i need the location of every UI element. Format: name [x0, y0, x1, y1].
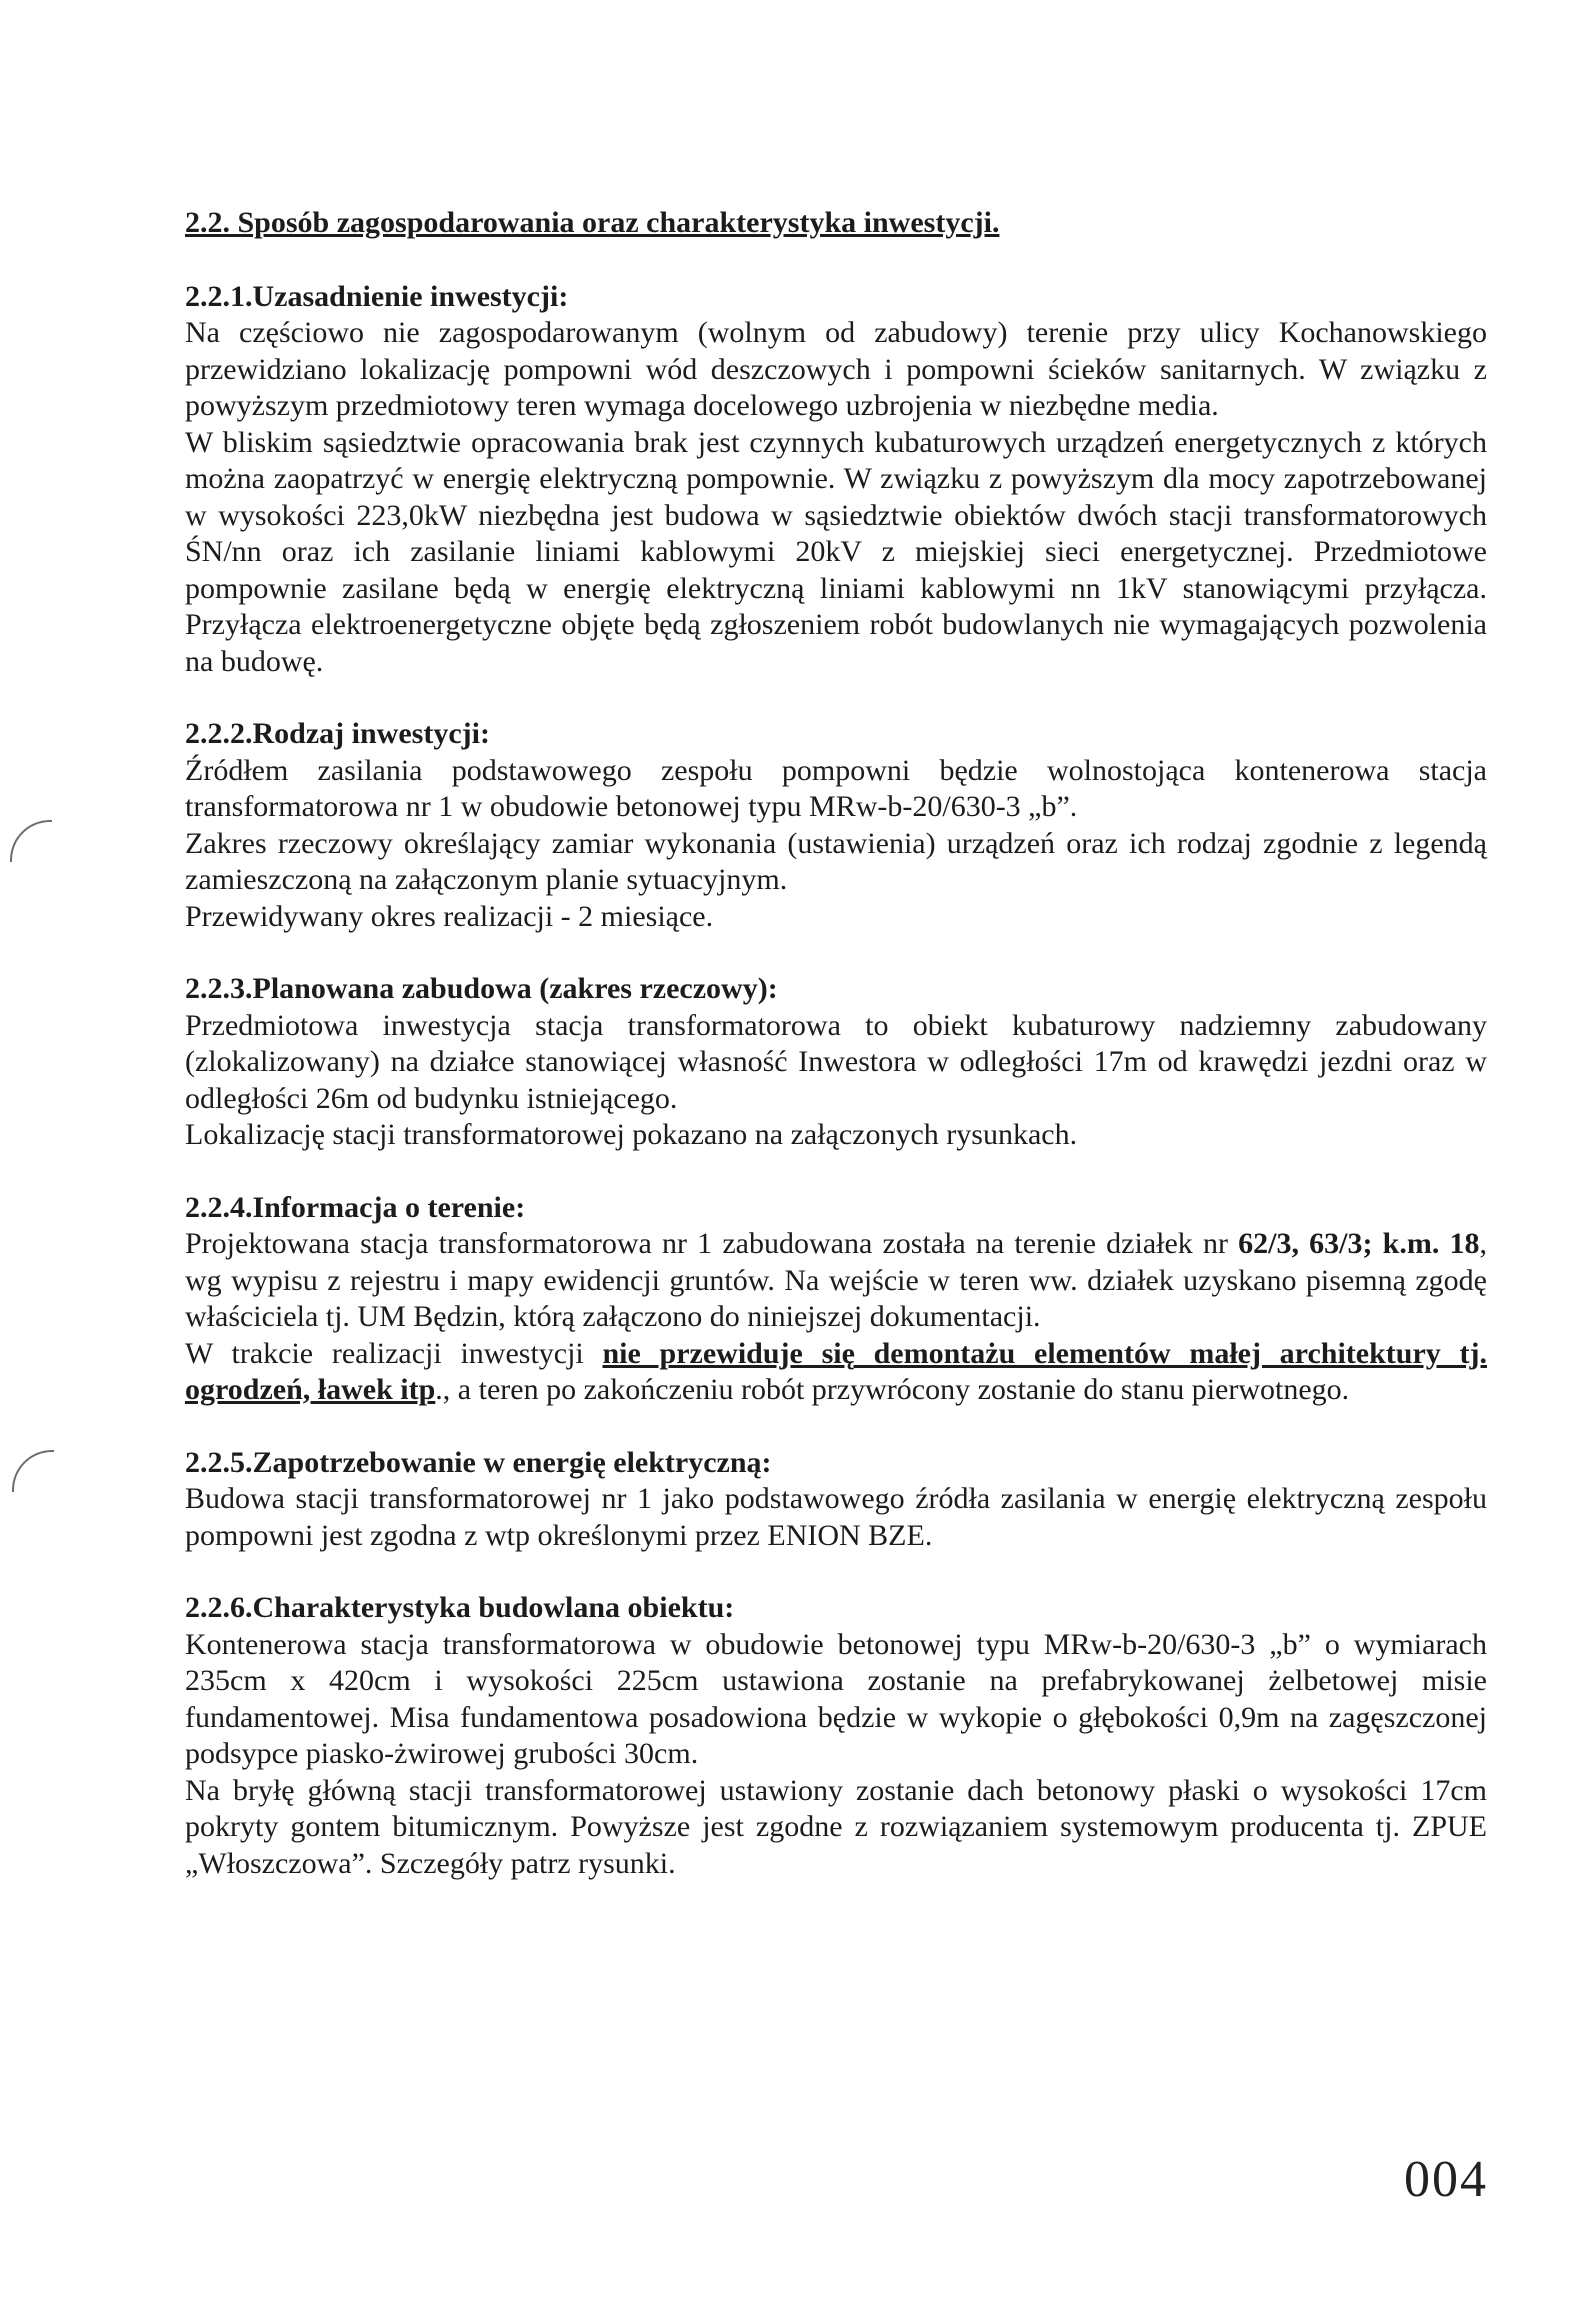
section-informacja-o-terenie: [185, 1190, 1487, 1409]
margin-scan-mark: [12, 1450, 54, 1492]
paragraph-text: W trakcie realizacji inwestycji: [185, 1336, 603, 1370]
paragraph: Przedmiotowa inwestycja stacja transformatorowa to obiekt kubaturowy nadziemny zabudowany (zlokalizowany) na działce stanowiącej własność Inwestora w odległości 17m od krawędzi jezdni oraz w odległości 26m od budynku istniejącego.: [185, 1008, 1487, 1115]
paragraph: Przewidywany okres realizacji - 2 miesiące.: [185, 899, 714, 933]
emphasized-text: nie przewiduje się demontażu elementów małej architektury tj. ogrodzeń, ławek itp: [185, 1336, 1487, 1406]
paragraph: Na bryłę główną stacji transformatorowej ustawiony zostanie dach betonowy płaski o wysokości 17cm pokryty gontem bitumicznym. Powyższe jest zgodne z rozwiązaniem systemowym producenta tj. ZPUE „Włoszczowa”. Szczegóły patrz rysunki.: [185, 1773, 1487, 1880]
section-planowana-zabudowa: [185, 971, 1487, 1154]
paragraph: [185, 1226, 1487, 1336]
document-title: 2.2. Sposób zagospodarowania oraz charakterystyka inwestycji.: [185, 206, 1000, 239]
paragraph: Zakres rzeczowy określający zamiar wykonania (ustawienia) urządzeń oraz ich rodzaj zgodnie z legendą zamieszczoną na załączonym planie sytuacyjnym.: [185, 826, 1487, 896]
paragraph: Lokalizację stacji transformatorowej pokazano na załączonych rysunkach.: [185, 1118, 1078, 1151]
paragraph: Na częściowo nie zagospodarowanym (wolnym od zabudowy) terenie przy ulicy Kochanowskiego przewidziano lokalizację pompowni wód deszczowych i pompowni ścieków sanitarnych. W związku z powyższym przedmiotowy teren wymaga docelowego uzbrojenia w niezbędne media.: [185, 316, 1487, 422]
paragraph-text: ., a teren po zakończeniu robót przywrócony zostanie do stanu pierwotnego.: [435, 1373, 1350, 1406]
section-heading: 2.2.3.Planowana zabudowa (zakres rzeczowy):: [185, 972, 778, 1005]
section-rodzaj: [185, 716, 1487, 935]
page-number: 004: [1404, 2151, 1488, 2208]
paragraph-text: , wg wypisu z rejestru i mapy ewidencji gruntów. Na wejście w teren ww. działek uzyskano pisemną zgodę właściciela tj. UM Będzin, którą załączono do niniejszej dokumentacji.: [185, 1227, 1487, 1333]
section-heading: 2.2.4.Informacja o terenie:: [185, 1190, 526, 1224]
section-heading: 2.2.5.Zapotrzebowanie w energię elektryczną:: [185, 1445, 772, 1479]
paragraph: W bliskim sąsiedztwie opracowania brak jest czynnych kubaturowych urządzeń energetycznych z których można zaopatrzyć w energię elektryczną pompownie. W związku z powyższym dla mocy zapotrzebowanej w wysokości 223,0kW niezbędna jest budowa w sąsiedztwie obiektów dwóch stacji transformatorowych ŚN/nn oraz ich zasilanie liniami kablowymi 20kV z miejskiej sieci energetycznej. Przedmiotowe pompownie zasilane będą w energię elektryczną liniami kablowymi nn 1kV stanowiącymi przyłącza. Przyłącza elektroenergetyczne objęte będą zgłoszeniem robót budowlanych nie wymagających pozwolenia na budowę.: [185, 425, 1487, 678]
section-heading: 2.2.1.Uzasadnienie inwestycji:: [185, 279, 569, 313]
section-heading: 2.2.2.Rodzaj inwestycji:: [185, 717, 490, 750]
section-heading: 2.2.6.Charakterystyka budowlana obiektu:: [185, 1591, 735, 1624]
section-uzasadnienie: [185, 279, 1487, 681]
section-zapotrzebowanie: [185, 1445, 1487, 1555]
paragraph: Kontenerowa stacja transformatorowa w obudowie betonowej typu MRw-b-20/630-3 „b” o wymiarach 235cm x 420cm i wysokości 225cm ustawiona zostanie na prefabrykowanej żelbetowej misie fundamentowej. Misa fundamentowa posadowiona będzie w wykopie o głębokości 0,9m na zagęszczonej podsypce piasko-żwirowej grubości 30cm.: [185, 1627, 1487, 1770]
margin-scan-mark: [10, 820, 52, 862]
paragraph: Budowa stacji transformatorowej nr 1 jako podstawowego źródła zasilania w energię elektryczną zespołu pompowni jest zgodna z wtp określonymi przez ENION BZE.: [185, 1482, 1487, 1552]
paragraph: [185, 1336, 1487, 1409]
paragraph: Źródłem zasilania podstawowego zespołu pompowni będzie wolnostojąca kontenerowa stacja transformatorowa nr 1 w obudowie betonowej typu MRw-b-20/630-3 „b”.: [185, 753, 1487, 823]
section-charakterystyka-budowlana: [185, 1590, 1487, 1882]
document-page: [185, 205, 1487, 1918]
parcel-numbers: 62/3, 63/3; k.m. 18: [1238, 1227, 1480, 1260]
paragraph-text: Projektowana stacja transformatorowa nr 1 zabudowana została na terenie działek nr: [185, 1227, 1239, 1260]
